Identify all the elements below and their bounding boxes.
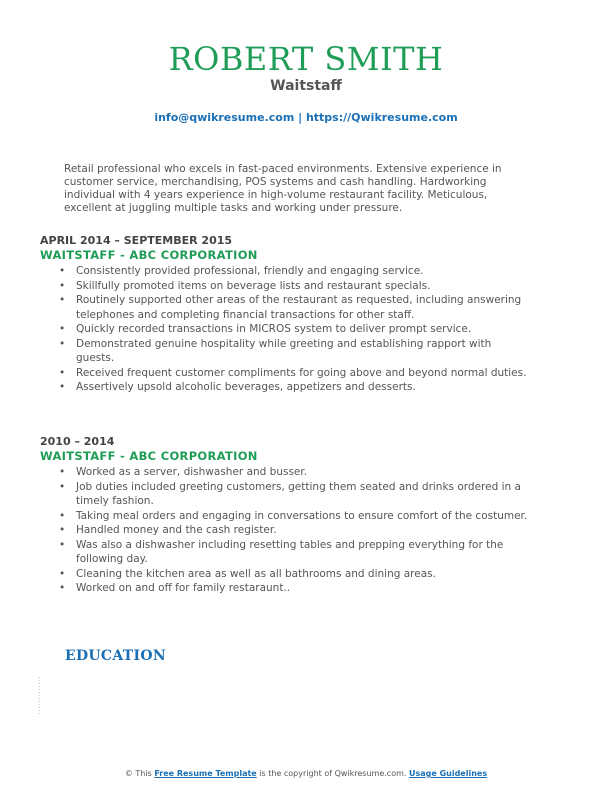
- dotted-divider: [38, 676, 40, 716]
- job-dates: 2010 – 2014: [40, 435, 115, 448]
- job-bullet: • Assertively upsold alcoholic beverages, appetizers and desserts.: [76, 380, 528, 395]
- job-bullet: • Received frequent customer compliments for going above and beyond normal duties.: [76, 366, 528, 381]
- job-bullet: • Was also a dishwasher including resetting tables and prepping everything for the following day.: [76, 538, 528, 567]
- job-bullet: • Handled money and the cash register.: [76, 523, 528, 538]
- footer: [0, 768, 612, 780]
- job-bullet: • Worked on and off for family restaraunt..: [76, 581, 528, 596]
- job-title: WAITSTAFF - ABC CORPORATION: [40, 248, 258, 262]
- job-bullet: • Quickly recorded transactions in MICROS system to deliver prompt service.: [76, 322, 528, 337]
- experience-entry: [40, 234, 540, 395]
- job-bullet: • Job duties included greeting customers, getting them seated and drinks ordered in a timely fashion.: [76, 480, 528, 509]
- job-bullet: • Worked as a server, dishwasher and busser.: [76, 465, 528, 480]
- candidate-name: ROBERT SMITH: [168, 40, 444, 78]
- usage-guidelines-link[interactable]: Usage Guidelines: [408, 769, 488, 778]
- job-bullet: • Demonstrated genuine hospitality while greeting and establishing rapport with guests.: [76, 337, 528, 366]
- job-bullet: • Cleaning the kitchen area as well as all bathrooms and dining areas.: [76, 567, 528, 582]
- job-bullet-list: [40, 465, 540, 596]
- summary-paragraph: Retail professional who excels in fast-paced environments. Extensive experience in customer service, merchandising, POS systems and cash handling. Hardworking individual with 4 years experience in high-volume restaurant facility. Meticulous, excellent at juggling multiple tasks and working under pressure.: [64, 163, 502, 214]
- job-bullet: • Routinely supported other areas of the restaurant as requested, including answering telephones and completing financial transactions for other staff.: [76, 293, 528, 322]
- footer-copyright-text: is the copyright of Qwikresume.com.: [259, 769, 407, 778]
- job-dates: APRIL 2014 – SEPTEMBER 2015: [40, 234, 233, 247]
- education-heading: EDUCATION: [65, 648, 166, 664]
- footer-prefix: © This: [124, 769, 152, 778]
- job-bullet: • Taking meal orders and engaging in conversations to ensure comfort of the costumer.: [76, 509, 528, 524]
- free-resume-template-link[interactable]: Free Resume Template: [154, 769, 257, 778]
- job-bullet-list: [40, 264, 540, 395]
- job-bullet: • Skillfully promoted items on beverage lists and restaurant specials.: [76, 279, 528, 294]
- experience-entry: [40, 435, 540, 596]
- candidate-role: Waitstaff: [270, 78, 342, 94]
- job-title: WAITSTAFF - ABC CORPORATION: [40, 449, 258, 463]
- contact-line[interactable]: info@qwikresume.com | https://Qwikresume.com: [154, 111, 458, 124]
- job-bullet: • Consistently provided professional, friendly and engaging service.: [76, 264, 528, 279]
